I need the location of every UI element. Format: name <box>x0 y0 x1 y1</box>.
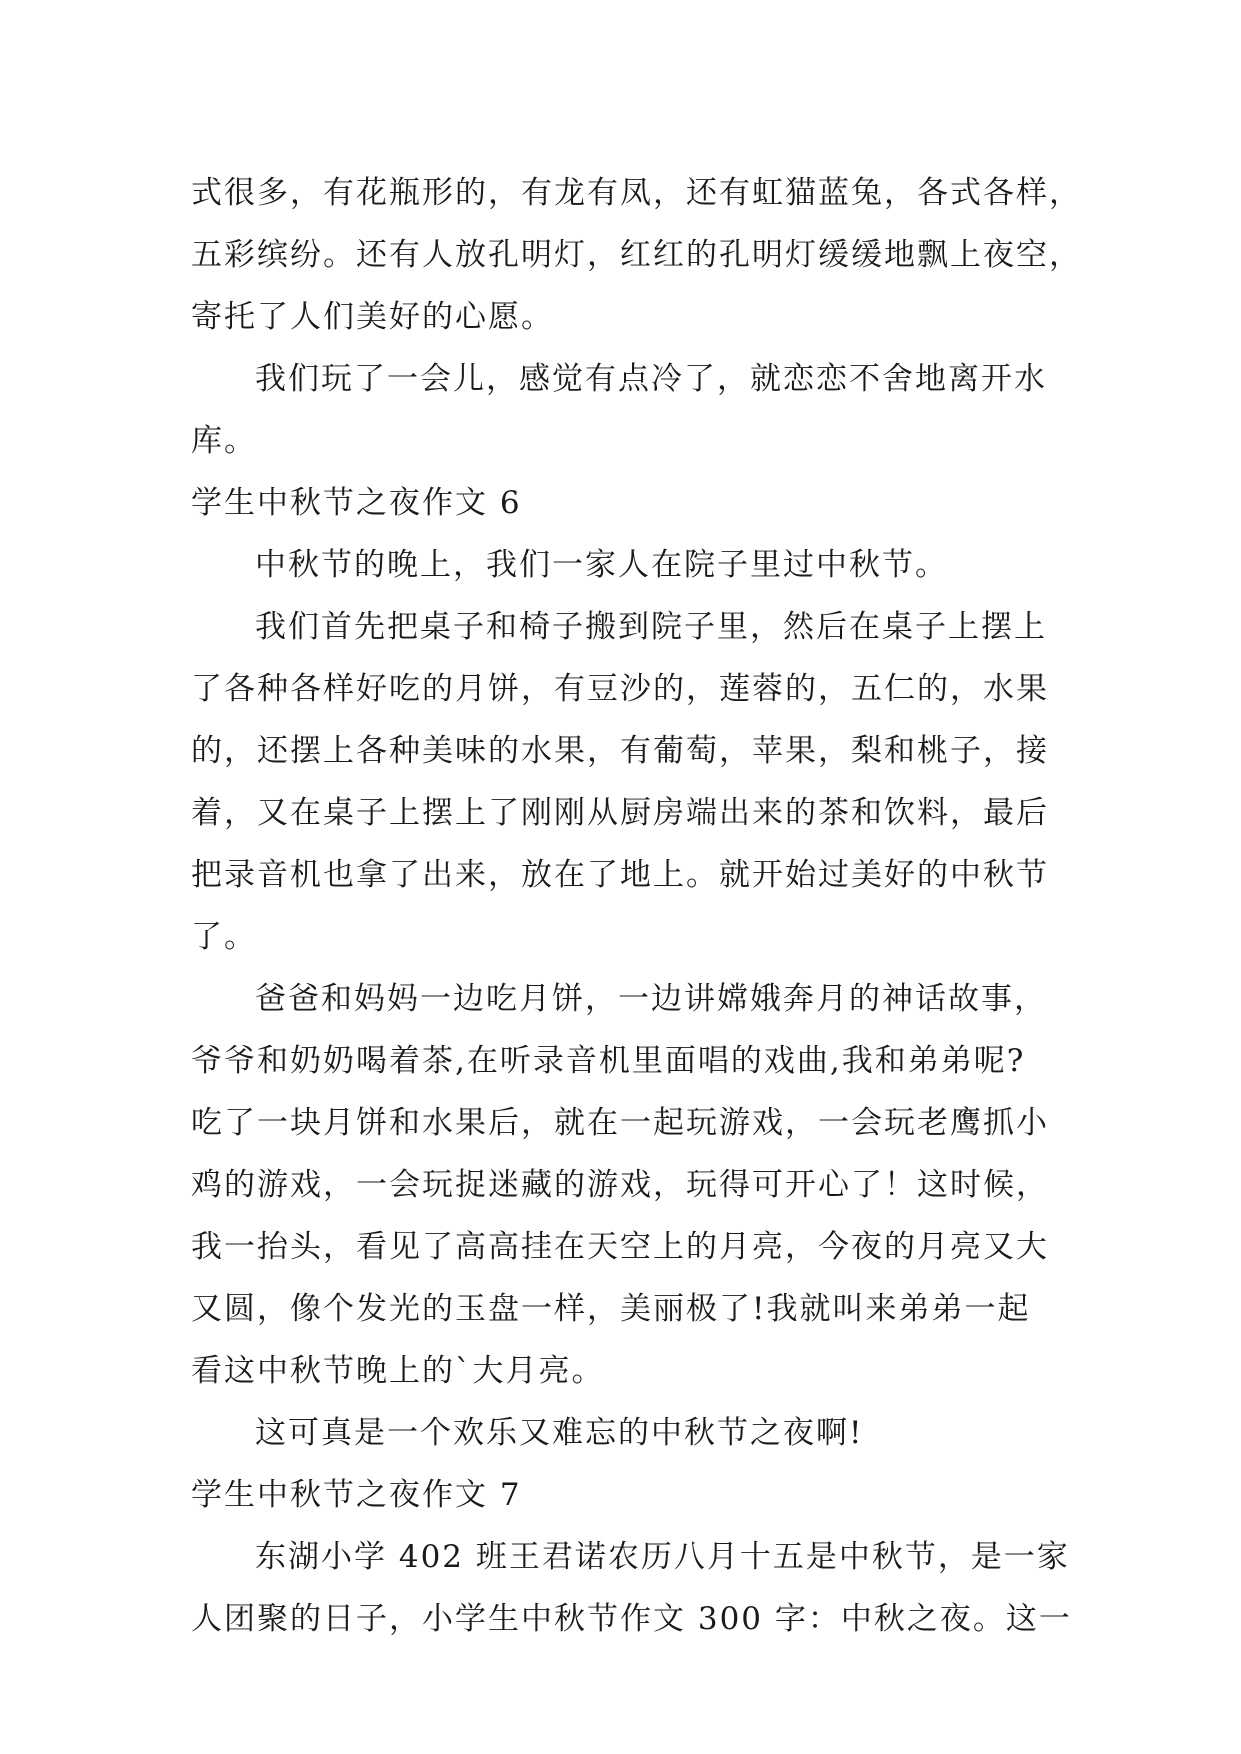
text-line: 的，还摆上各种美味的水果，有葡萄，苹果，梨和桃子，接 <box>191 733 1049 769</box>
text-line: 了各种各样好吃的月饼，有豆沙的，莲蓉的，五仁的，水果 <box>191 671 1049 707</box>
section-heading: 学生中秋节之夜作文 6 <box>191 485 522 521</box>
text-line: 库。 <box>191 423 257 459</box>
text-line: 五彩缤纷。还有人放孔明灯，红红的孔明灯缓缓地飘上夜空， <box>191 237 1082 273</box>
text-line: 看这中秋节晚上的`大月亮。 <box>191 1353 605 1389</box>
text-line: 吃了一块月饼和水果后，就在一起玩游戏，一会玩老鹰抓小 <box>191 1105 1049 1141</box>
text-line: 爷爷和奶奶喝着茶,在听录音机里面唱的戏曲,我和弟弟呢? <box>191 1043 1026 1079</box>
text-line: 爸爸和妈妈一边吃月饼，一边讲嫦娥奔月的神话故事， <box>255 981 1047 1017</box>
text-line: 中秋节的晚上，我们一家人在院子里过中秋节。 <box>255 547 948 583</box>
text-line: 寄托了人们美好的心愿。 <box>191 299 554 335</box>
paragraph <box>191 1526 1072 1650</box>
text-line: 东湖小学 402 班王君诺农历八月十五是中秋节，是一家 <box>255 1539 1070 1575</box>
text-line: 把录音机也拿了出来，放在了地上。就开始过美好的中秋节 <box>191 857 1049 893</box>
text-line: 我一抬头，看见了高高挂在天空上的月亮，今夜的月亮又大 <box>191 1229 1049 1265</box>
text-line: 我们玩了一会儿，感觉有点冷了，就恋恋不舍地离开水 <box>255 361 1047 397</box>
text-line: 人团聚的日子，小学生中秋节作文 300 字：中秋之夜。这一 <box>191 1601 1072 1637</box>
paragraph <box>191 968 1061 1402</box>
text-line: 这可真是一个欢乐又难忘的中秋节之夜啊! <box>255 1415 864 1451</box>
paragraph <box>191 162 1082 348</box>
document-body <box>191 162 1082 1650</box>
paragraph <box>191 348 1061 472</box>
paragraph <box>191 534 1061 596</box>
paragraph <box>191 596 1061 968</box>
text-line: 式很多，有花瓶形的，有龙有凤，还有虹猫蓝兔，各式各样， <box>191 175 1082 211</box>
text-line: 鸡的游戏，一会玩捉迷藏的游戏，玩得可开心了！这时候， <box>191 1167 1049 1203</box>
text-line: 我们首先把桌子和椅子搬到院子里，然后在桌子上摆上 <box>255 609 1047 645</box>
paragraph <box>191 1402 1061 1464</box>
section-heading: 学生中秋节之夜作文 7 <box>191 1477 522 1513</box>
text-line: 了。 <box>191 919 257 955</box>
text-line: 着，又在桌子上摆上了刚刚从厨房端出来的茶和饮料，最后 <box>191 795 1049 831</box>
text-line: 又圆，像个发光的玉盘一样，美丽极了!我就叫来弟弟一起 <box>191 1291 1031 1327</box>
